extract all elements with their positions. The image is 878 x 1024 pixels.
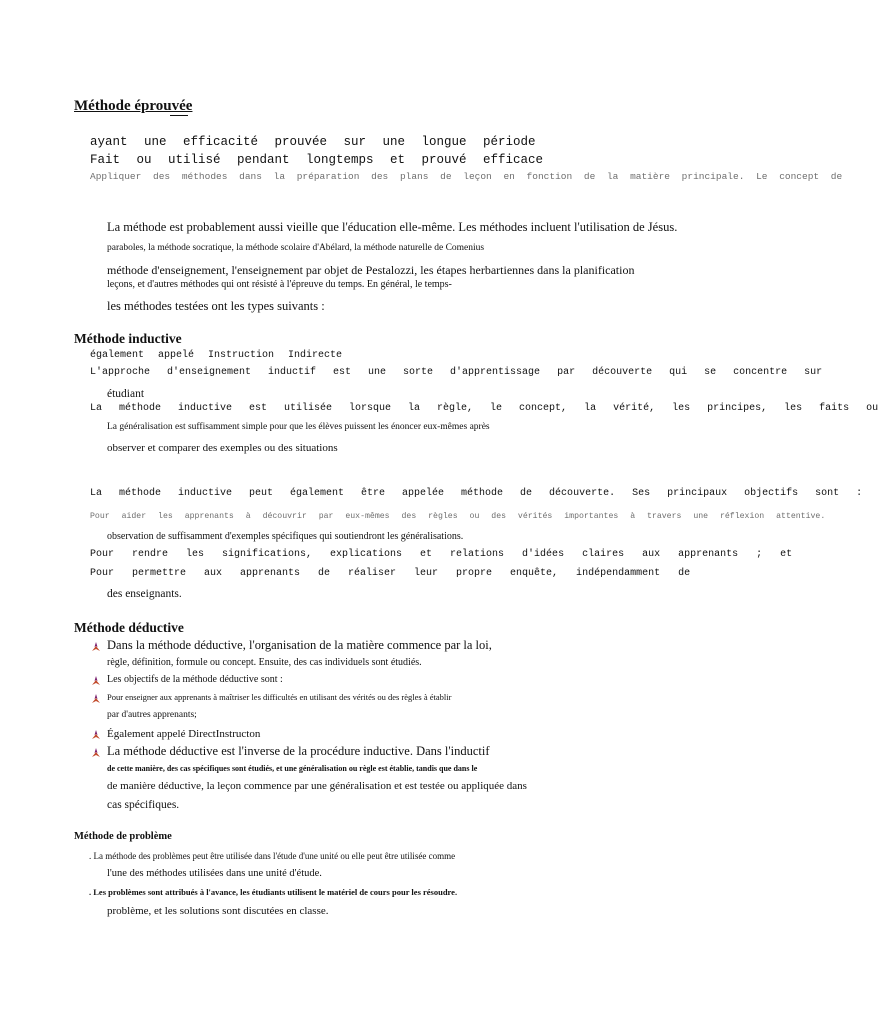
bullet-item-text: Dans la méthode déductive, l'organisation de la matière commence par la loi, bbox=[107, 638, 492, 652]
pin-bullet-icon bbox=[91, 642, 101, 652]
pin-bullet-icon bbox=[91, 676, 101, 686]
bullet-item-text: Également appelé DirectInstructon bbox=[107, 728, 261, 740]
section-heading-deductive: Méthode déductive bbox=[74, 620, 184, 635]
mono-line: également appelé Instruction Indirecte bbox=[90, 350, 343, 361]
paragraph-line: observer et comparer des exemples ou des situations bbox=[107, 442, 338, 454]
mono-line: La méthode inductive peut également être appelée méthode de découverte. Ses principaux objectifs sont : bbox=[90, 488, 863, 499]
paragraph-line: des enseignants. bbox=[107, 588, 182, 600]
section-heading-problem: Méthode de problème bbox=[74, 831, 172, 842]
pin-bullet-icon bbox=[91, 748, 101, 758]
paragraph-line: La méthode est probablement aussi vieille que l'éducation elle-même. Les méthodes incluent l'utilisation de Jésus. bbox=[107, 220, 678, 234]
mono-line: Fait ou utilisé pendant longtemps et prouvé efficace bbox=[90, 153, 544, 167]
paragraph-line: paraboles, la méthode socratique, la méthode scolaire d'Abélard, la méthode naturelle de Comenius bbox=[107, 243, 485, 253]
paragraph-line: problème, et les solutions sont discutées en classe. bbox=[107, 905, 329, 917]
paragraph-line: . Les problèmes sont attribués à l'avance, les étudiants utilisent le matériel de cours pour les résoudre. bbox=[89, 887, 458, 897]
paragraph-line: observation de suffisamment d'exemples spécifiques qui soutiendront les généralisations. bbox=[107, 531, 464, 542]
paragraph-line: La généralisation est suffisamment simple pour que les élèves puissent les énoncer eux-mêmes après bbox=[107, 422, 490, 432]
pin-bullet-icon bbox=[91, 694, 101, 704]
bullet-item-text: Les objectifs de la méthode déductive sont : bbox=[107, 674, 283, 685]
mono-line: La méthode inductive est utilisée lorsque la règle, le concept, la vérité, les principes, les faits ou bbox=[90, 403, 878, 414]
paragraph-line: leçons, et d'autres méthodes qui ont résisté à l'épreuve du temps. En général, le temps- bbox=[107, 279, 452, 290]
mono-line: Pour permettre aux apprenants de réaliser leur propre enquête, indépendamment de bbox=[90, 568, 691, 579]
section-heading-inductive: Méthode inductive bbox=[74, 331, 182, 346]
mono-line: ayant une efficacité prouvée sur une longue période bbox=[90, 135, 536, 149]
pin-bullet-icon bbox=[91, 730, 101, 740]
paragraph-line: étudiant bbox=[107, 388, 145, 400]
bullet-item-continuation: de cette manière, des cas spécifiques sont étudiés, et une généralisation ou règle est établie, tandis que dans le bbox=[107, 764, 478, 773]
bullet-item-continuation: de manière déductive, la leçon commence par une généralisation et est testée ou appliquée dans bbox=[107, 780, 527, 792]
mono-line-light: Pour aider les apprenants à découvrir par eux-mêmes des règles ou des vérités importantes à travers une réflexion attentive. bbox=[90, 512, 826, 521]
paragraph-line: les méthodes testées ont les types suivants : bbox=[107, 299, 325, 313]
mono-line-light: Appliquer des méthodes dans la préparation des plans de leçon en fonction de la matière principale. Le concept de bbox=[90, 171, 843, 182]
paragraph-line: . La méthode des problèmes peut être utilisée dans l'étude d'une unité ou elle peut être utilisée comme bbox=[89, 851, 456, 861]
heading-underline-extension bbox=[170, 115, 188, 116]
bullet-item-continuation: cas spécifiques. bbox=[107, 799, 180, 811]
mono-line: Pour rendre les significations, explications et relations d'idées claires aux apprenants ; et bbox=[90, 549, 793, 560]
bullet-item-text: Pour enseigner aux apprenants à maîtriser les difficultés en utilisant des vérités ou des règles à établir bbox=[107, 692, 452, 702]
paragraph-line: méthode d'enseignement, l'enseignement par objet de Pestalozzi, les étapes herbartiennes dans la planification bbox=[107, 263, 635, 277]
mono-line: L'approche d'enseignement inductif est une sorte d'apprentissage par découverte qui se concentre sur bbox=[90, 367, 823, 378]
bullet-item-continuation: règle, définition, formule ou concept. Ensuite, des cas individuels sont étudiés. bbox=[107, 657, 422, 668]
paragraph-line: l'une des méthodes utilisées dans une unité d'étude. bbox=[107, 868, 322, 879]
section-heading-proven: Méthode éprouvée bbox=[74, 98, 193, 114]
bullet-item-text: La méthode déductive est l'inverse de la procédure inductive. Dans l'inductif bbox=[107, 744, 490, 758]
bullet-item-continuation: par d'autres apprenants; bbox=[107, 710, 197, 720]
